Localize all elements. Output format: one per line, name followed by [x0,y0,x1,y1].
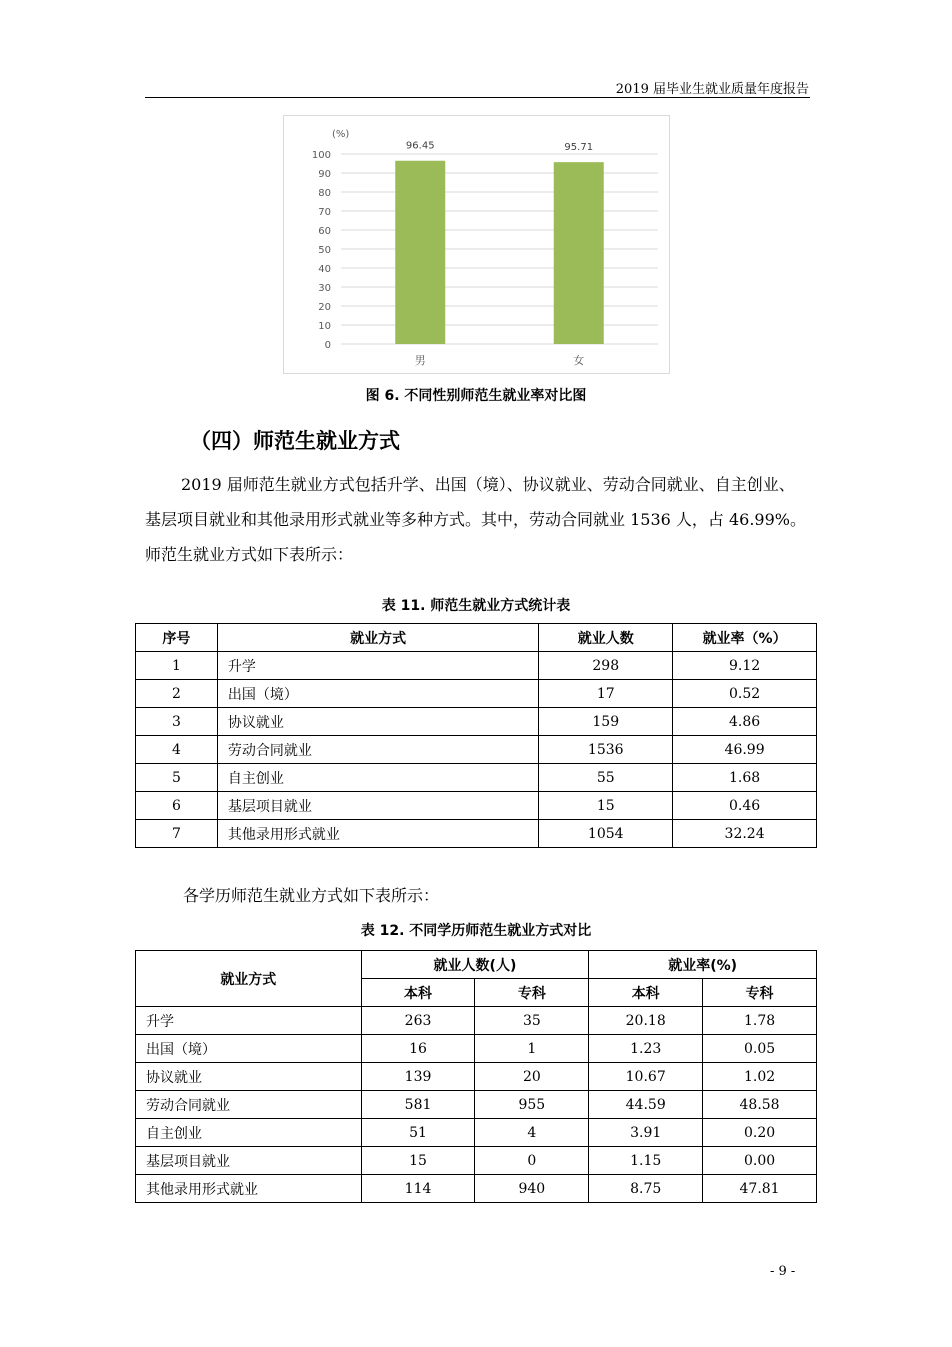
row-method: 基层项目就业 [217,792,538,820]
row-index: 4 [136,736,218,764]
table-row [136,652,817,680]
row-count: 17 [539,680,673,708]
row-method: 协议就业 [136,1063,362,1091]
table-row [136,1035,817,1063]
table11-header-count: 就业人数 [539,624,673,652]
row-undergrad-count: 16 [361,1035,475,1063]
row-undergrad-rate: 3.91 [589,1119,703,1147]
row-index: 6 [136,792,218,820]
row-junior-rate: 48.58 [703,1091,817,1119]
row-count: 55 [539,764,673,792]
table11-caption: 表 11. 师范生就业方式统计表 [381,598,571,614]
row-method: 劳动合同就业 [217,736,538,764]
bar-chart-svg [284,116,669,373]
row-undergrad-rate: 8.75 [589,1175,703,1203]
table11-header-method: 就业方式 [217,624,538,652]
y-tick-label: 100 [311,150,331,161]
bar [554,162,604,344]
table-row [136,1147,817,1175]
row-method: 其他录用形式就业 [136,1175,362,1203]
table12-header-method: 就业方式 [136,951,362,1007]
table12-header-count: 就业人数(人) [361,951,589,979]
table12-intro: 各学历师范生就业方式如下表所示： [183,886,440,905]
row-method: 自主创业 [217,764,538,792]
row-undergrad-rate: 20.18 [589,1007,703,1035]
table-row [136,736,817,764]
y-tick-label: 10 [318,321,331,332]
y-tick-label: 0 [324,340,331,351]
y-unit-label: (%) [332,129,350,140]
row-junior-count: 20 [475,1063,589,1091]
row-junior-count: 940 [475,1175,589,1203]
row-method: 出国（境） [136,1035,362,1063]
figure-caption: 图 6. 不同性别师范生就业率对比图 [365,388,587,404]
table-row [136,708,817,736]
table12-header-rate: 就业率(%) [589,951,817,979]
intro-paragraph: 2019 届师范生就业方式包括升学、出国（境）、协议就业、劳动合同就业、自主创业、基层项目就业和其他录用形式就业等多种方式。其中，劳动合同就业 1536 人，占 46.99%。师范生就业方式如下表所示： [145,475,806,564]
table12-sub-junior-rate: 专科 [703,979,817,1007]
y-tick-label: 50 [318,245,331,256]
row-count: 1054 [539,820,673,848]
table-row [136,764,817,792]
bar [395,161,445,344]
table12 [135,950,817,1203]
row-method: 其他录用形式就业 [217,820,538,848]
row-undergrad-rate: 1.23 [589,1035,703,1063]
section-title: （四）师范生就业方式 [190,429,400,453]
row-junior-rate: 1.78 [703,1007,817,1035]
gender-employment-chart [283,115,670,374]
row-count: 298 [539,652,673,680]
table-row [136,680,817,708]
row-method: 升学 [136,1007,362,1035]
y-tick-label: 60 [318,226,331,237]
row-junior-rate: 0.20 [703,1119,817,1147]
data-label: 96.45 [405,140,435,152]
table11-header-row [136,624,817,652]
table-row [136,1119,817,1147]
row-undergrad-rate: 10.67 [589,1063,703,1091]
row-rate: 4.86 [673,708,817,736]
row-undergrad-rate: 44.59 [589,1091,703,1119]
row-undergrad-count: 51 [361,1119,475,1147]
row-rate: 46.99 [673,736,817,764]
table11-header-index: 序号 [136,624,218,652]
table11-header-rate: 就业率（%） [673,624,817,652]
row-index: 2 [136,680,218,708]
row-junior-rate: 47.81 [703,1175,817,1203]
table-row [136,1063,817,1091]
table12-header-row [136,951,817,979]
row-index: 5 [136,764,218,792]
table-row [136,1007,817,1035]
table12-caption: 表 12. 不同学历师范生就业方式对比 [360,923,592,939]
y-tick-label: 80 [318,188,331,199]
row-undergrad-rate: 1.15 [589,1147,703,1175]
row-undergrad-count: 581 [361,1091,475,1119]
table12-sub-undergrad-count: 本科 [361,979,475,1007]
row-method: 升学 [217,652,538,680]
x-tick-label: 男 [414,354,426,367]
row-junior-count: 35 [475,1007,589,1035]
row-rate: 32.24 [673,820,817,848]
y-tick-label: 40 [318,264,331,275]
table11 [135,623,817,848]
row-rate: 9.12 [673,652,817,680]
header-rule [145,97,810,98]
row-rate: 0.52 [673,680,817,708]
row-index: 1 [136,652,218,680]
row-undergrad-count: 263 [361,1007,475,1035]
y-tick-label: 70 [318,207,331,218]
row-junior-count: 1 [475,1035,589,1063]
x-tick-label: 女 [573,354,585,367]
row-junior-rate: 0.05 [703,1035,817,1063]
row-count: 15 [539,792,673,820]
row-undergrad-count: 114 [361,1175,475,1203]
row-index: 7 [136,820,218,848]
row-index: 3 [136,708,218,736]
row-undergrad-count: 139 [361,1063,475,1091]
y-tick-label: 90 [318,169,331,180]
table-row [136,1091,817,1119]
table12-sub-junior-count: 专科 [475,979,589,1007]
row-junior-count: 0 [475,1147,589,1175]
table-row [136,820,817,848]
row-junior-count: 4 [475,1119,589,1147]
page-number: - 9 - [770,1264,796,1279]
row-method: 基层项目就业 [136,1147,362,1175]
row-method: 自主创业 [136,1119,362,1147]
row-rate: 0.46 [673,792,817,820]
row-method: 劳动合同就业 [136,1091,362,1119]
row-junior-rate: 1.02 [703,1063,817,1091]
table-row [136,1175,817,1203]
row-undergrad-count: 15 [361,1147,475,1175]
table12-sub-undergrad-rate: 本科 [589,979,703,1007]
row-junior-count: 955 [475,1091,589,1119]
row-rate: 1.68 [673,764,817,792]
table-row [136,792,817,820]
running-header: 2019 届毕业生就业质量年度报告 [615,82,809,97]
row-junior-rate: 0.00 [703,1147,817,1175]
row-count: 1536 [539,736,673,764]
row-method: 出国（境） [217,680,538,708]
row-method: 协议就业 [217,708,538,736]
row-count: 159 [539,708,673,736]
y-tick-label: 30 [318,283,331,294]
y-tick-label: 20 [318,302,331,313]
data-label: 95.71 [564,142,594,154]
